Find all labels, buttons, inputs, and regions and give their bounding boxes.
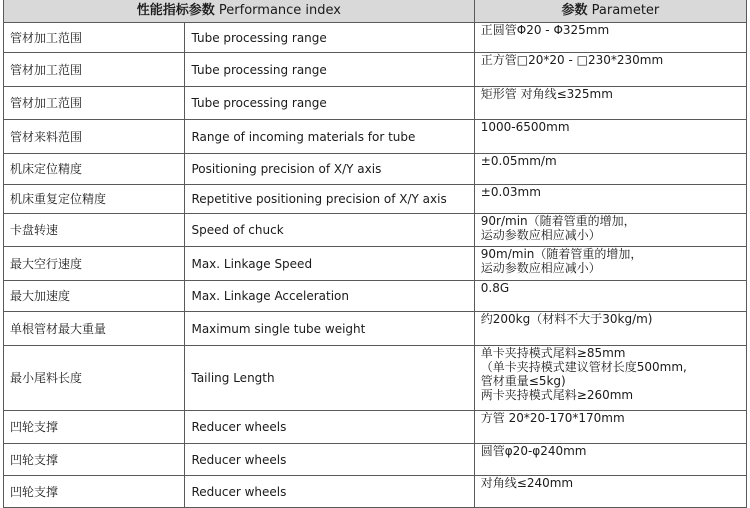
row-label-en: Reducer wheels: [185, 476, 474, 508]
row-value: [474, 87, 746, 120]
row-value: [474, 312, 746, 346]
row-label-en: Positioning precision of X/Y axis: [185, 154, 474, 185]
row-label-cn: 最大空行速度: [4, 247, 185, 281]
row-value-line: 约200kg（材料不大于30kg/m): [480, 312, 653, 326]
row-value-line: 单卡夹持模式尾料≥85mm: [480, 346, 626, 360]
header-parameter-cn: 参数: [561, 2, 588, 18]
row-value-line: 两卡夹持模式尾料≥260mm: [480, 388, 634, 402]
row-value-line: ±0.05mm/m: [480, 154, 557, 168]
row-value-line: 90r/min（随着管重的增加，: [480, 214, 636, 228]
table-row: [4, 312, 747, 346]
table-row: [4, 53, 747, 87]
row-label-cn: 管材加工范围: [4, 87, 185, 120]
spec-table-body: [4, 23, 747, 508]
header-performance-index-cn: 性能指标参数: [136, 2, 215, 18]
row-value: [474, 411, 746, 444]
table-row: [4, 185, 747, 214]
row-label-cn: 最大加速度: [4, 281, 185, 312]
row-value: [474, 281, 746, 312]
header-performance-index: [4, 0, 475, 23]
row-value-line: 正方管□20*20 - □230*230mm: [480, 53, 664, 67]
header-performance-index-en: Performance index: [214, 2, 341, 18]
row-label-en: Tube processing range: [185, 53, 474, 87]
row-value-line: 运动参数应相应减小）: [480, 228, 601, 242]
row-value: [474, 346, 746, 411]
row-value: [474, 23, 746, 53]
row-label-en: Repetitive positioning precision of X/Y axis: [185, 185, 474, 214]
row-label-cn: 凹轮支撑: [4, 444, 185, 476]
table-row: [4, 23, 747, 53]
table-row: [4, 444, 747, 476]
row-value-line: 1000-6500mm: [480, 120, 570, 134]
table-row: [4, 476, 747, 508]
table-row: [4, 154, 747, 185]
row-label-cn: 管材来料范围: [4, 120, 185, 154]
table-row: [4, 281, 747, 312]
row-label-en: Max. Linkage Acceleration: [185, 281, 474, 312]
row-value-line: 方管 20*20-170*170mm: [480, 411, 625, 425]
row-value-line: 0.8G: [480, 281, 510, 295]
row-label-cn: 凹轮支撑: [4, 411, 185, 444]
row-value: [474, 247, 746, 281]
row-value-line: ±0.03mm: [480, 185, 541, 199]
table-row: [4, 120, 747, 154]
row-label-cn: 机床重复定位精度: [4, 185, 185, 214]
row-value-line: 正圆管Φ20 - Φ325mm: [480, 23, 610, 37]
row-label-cn: 凹轮支撑: [4, 476, 185, 508]
row-label-en: Range of incoming materials for tube: [185, 120, 474, 154]
row-value: [474, 120, 746, 154]
row-value-line: （单卡夹持模式建议管材长度500mm,: [480, 360, 687, 374]
row-value-line: 圆管φ20-φ240mm: [480, 444, 587, 458]
row-label-cn: 管材加工范围: [4, 23, 185, 53]
table-row: [4, 247, 747, 281]
table-row: [4, 346, 747, 411]
table-row: [4, 411, 747, 444]
header-parameter-en: Parameter: [587, 2, 660, 18]
row-label-en: Max. Linkage Speed: [185, 247, 474, 281]
row-value: [474, 476, 746, 508]
row-label-en: Tube processing range: [185, 23, 474, 53]
row-value: [474, 53, 746, 87]
row-label-cn: 单根管材最大重量: [4, 312, 185, 346]
row-value: [474, 185, 746, 214]
row-label-cn: 最小尾料长度: [4, 346, 185, 411]
row-value: [474, 444, 746, 476]
table-row: [4, 214, 747, 247]
row-label-cn: 机床定位精度: [4, 154, 185, 185]
row-value-line: 对角线≤240mm: [480, 476, 574, 490]
table-header-row: [4, 0, 747, 23]
row-value-line: 矩形管 对角线≤325mm: [480, 87, 613, 101]
row-label-en: Tube processing range: [185, 87, 474, 120]
row-value: [474, 154, 746, 185]
header-parameter: [474, 0, 746, 23]
row-value-line: 管材重量≤5kg): [480, 374, 566, 388]
row-value: [474, 214, 746, 247]
row-label-cn: 卡盘转速: [4, 214, 185, 247]
row-label-en: Reducer wheels: [185, 411, 474, 444]
row-label-en: Tailing Length: [185, 346, 474, 411]
row-label-cn: 管材加工范围: [4, 53, 185, 87]
row-label-en: Reducer wheels: [185, 444, 474, 476]
row-value-line: 90m/min（随着管重的增加，: [480, 247, 643, 261]
table-row: [4, 87, 747, 120]
row-label-en: Speed of chuck: [185, 214, 474, 247]
row-label-en: Maximum single tube weight: [185, 312, 474, 346]
row-value-line: 运动参数应相应减小）: [480, 261, 601, 275]
spec-table: [3, 0, 747, 508]
